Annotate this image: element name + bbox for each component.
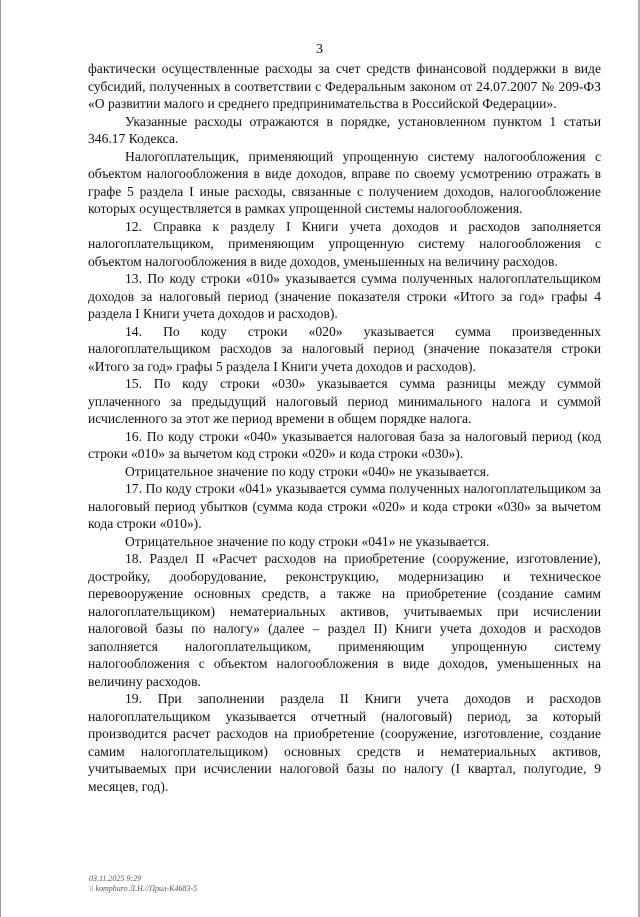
print-footer (89, 874, 197, 894)
paragraph: Указанные расходы отражаются в порядке, установленном пунктом 1 статьи 346.17 Кодекса. (88, 113, 601, 146)
paragraph-item-15: 15. По коду строки «030» указывается сумма разницы между суммой уплаченного за предыдущий налоговый период минимального налога и суммой исчисленного за этот же период времени в общем порядке налога. (88, 376, 601, 426)
footer-timestamp: 03.11.2025 9:29 (89, 874, 142, 883)
footer-author-line: \\ komphuro Л.Н.//Прил-К4683-5 (89, 884, 198, 893)
paragraph-item-18: 18. Раздел II «Расчет расходов на приобретение (сооружение, изготовление), достройку, дооборудование, реконструкцию, модернизацию и техническое перевооружение основных средств, а также на приобретение (создание самим налогоплательщиком) нематериальных активов, учитываемых при исчислении налоговой базы по налогу» (далее – раздел II) Книги учета доходов и расходов заполняется налогоплательщиком, применяющим упрощенную систему налогообложения с объектом налогообложения в виде доходов, уменьшенных на величину расходов. (88, 551, 601, 689)
paragraph-note-040: Отрицательное значение по коду строки «040» не указывается. (125, 463, 490, 479)
paragraph-item-19: 19. При заполнении раздела II Книги учета доходов и расходов налогоплательщиком указывается отчетный (налоговый) период, за который производится расчет расходов на приобретение (сооружение, изготовление, создание самим налогоплательщиком) основных средств и нематериальных активов, учитываемых при исчислении налоговой базы по налогу (I квартал, полугодие, 9 месяцев, год). (88, 691, 601, 794)
paragraph-item-13: 13. По коду строки «010» указывается сумма полученных налогоплательщиком доходов за налоговый период (значение показателя строки «Итого за год» графы 4 раздела I Книги учета доходов и расходов). (88, 271, 601, 321)
paragraph-continuation: фактически осуществленные расходы за счет средств финансовой поддержки в виде субсидий, полученных в соответствии с Федеральным законом от 24.07.2007 № 209-ФЗ «О развитии малого и среднего предпринимательства в Российской Федерации». (88, 61, 601, 111)
document-body (88, 60, 601, 795)
paragraph-item-12: 12. Справка к разделу I Книги учета доходов и расходов заполняется налогоплательщиком, применяющим упрощенную систему налогообложения с объектом налогообложения в виде доходов, уменьшенных на величину расходов. (88, 218, 601, 269)
paragraph-note-041: Отрицательное значение по коду строки «041» не указывается. (125, 533, 490, 549)
paragraph-item-14: 14. По коду строки «020» указывается сумма произведенных налогоплательщиком расходов за налоговый период (значение показателя строки «Итого за год» графы 5 раздела I Книги учета доходов и расходов). (88, 323, 601, 374)
paragraph-item-16: 16. По коду строки «040» указывается налоговая база за налоговый период (код строки «010» за вычетом код строки «020» и кода строки «030»). (88, 428, 601, 461)
paragraph-item-17: 17. По коду строки «041» указывается сумма полученных налогоплательщиком за налоговый период убытков (сумма кода строки «020» и кода строки «030» за вычетом кода строки «010»). (88, 481, 601, 531)
page-number: 3 (316, 42, 323, 57)
paragraph: Налогоплательщик, применяющий упрощенную систему налогообложения с объектом налогообложения в виде доходов, вправе по своему усмотрению отражать в графе 5 раздела I иные расходы, связанные с получением доходов, налогообложение которых осуществляется в рамках упрощенной системы налогообложения. (88, 148, 601, 216)
